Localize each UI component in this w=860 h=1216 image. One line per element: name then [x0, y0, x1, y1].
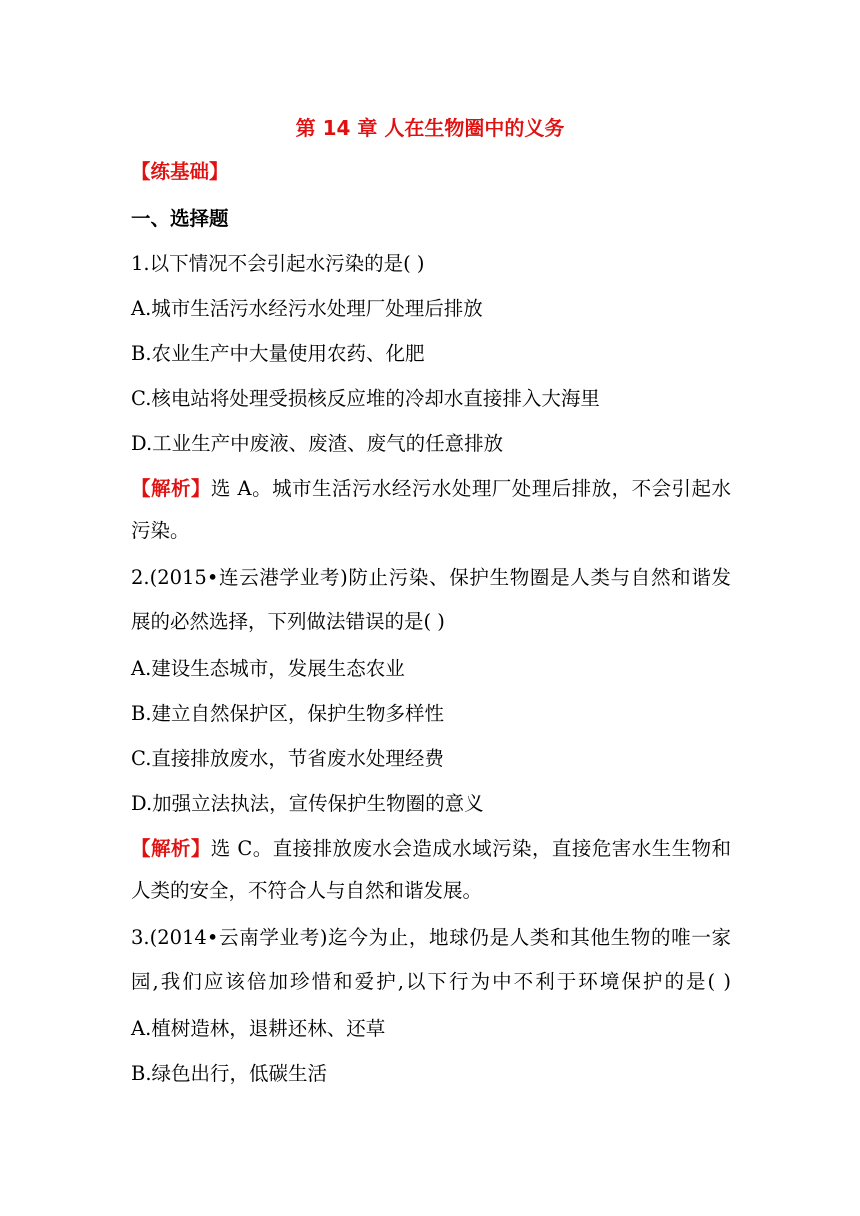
question-stem: 2.(2015•连云港学业考)防止污染、保护生物圈是人类与自然和谐发 [131, 566, 731, 589]
analysis-tag: 【解析】 [131, 837, 211, 860]
practice-label: 【练基础】 [131, 160, 229, 183]
option-b: B.农业生产中大量使用农药、化肥 [131, 342, 425, 365]
question-stem: 展的必然选择，下列做法错误的是( ) [131, 610, 445, 633]
option-a: A.城市生活污水经污水处理厂处理后排放 [131, 297, 483, 320]
question-stem: 园,我们应该倍加珍惜和爱护,以下行为中不利于环境保护的是( ) [131, 970, 731, 993]
analysis-line [131, 476, 731, 502]
option-c: C.直接排放废水，节省废水处理经费 [131, 747, 444, 770]
analysis-line: 污染。 [131, 519, 190, 542]
section-title: 一、选择题 [131, 207, 229, 230]
option-b: B.建立自然保护区，保护生物多样性 [131, 702, 445, 725]
option-c: C.核电站将处理受损核反应堆的冷却水直接排入大海里 [131, 387, 600, 410]
question-stem: 1.以下情况不会引起水污染的是( ) [131, 252, 425, 275]
analysis-line: 人类的安全，不符合人与自然和谐发展。 [131, 879, 483, 902]
option-a: A.建设生态城市，发展生态农业 [131, 657, 405, 680]
analysis-text: 选 A。城市生活污水经污水处理厂处理后排放，不会引起水 [210, 477, 731, 500]
option-b: B.绿色出行，低碳生活 [131, 1062, 328, 1085]
option-d: D.工业生产中废液、废渣、废气的任意排放 [131, 432, 504, 455]
option-a: A.植树造林，退耕还林、还草 [131, 1017, 386, 1040]
option-d: D.加强立法执法，宣传保护生物圈的意义 [131, 792, 484, 815]
chapter-title: 第 14 章 人在生物圈中的义务 [295, 116, 565, 140]
question-stem: 3.(2014•云南学业考)迄今为止，地球仍是人类和其他生物的唯一家 [131, 926, 731, 949]
analysis-text: 选 C。直接排放废水会造成水域污染，直接危害水生生物和 [210, 837, 731, 860]
analysis-line [131, 836, 731, 862]
analysis-tag: 【解析】 [131, 477, 211, 500]
